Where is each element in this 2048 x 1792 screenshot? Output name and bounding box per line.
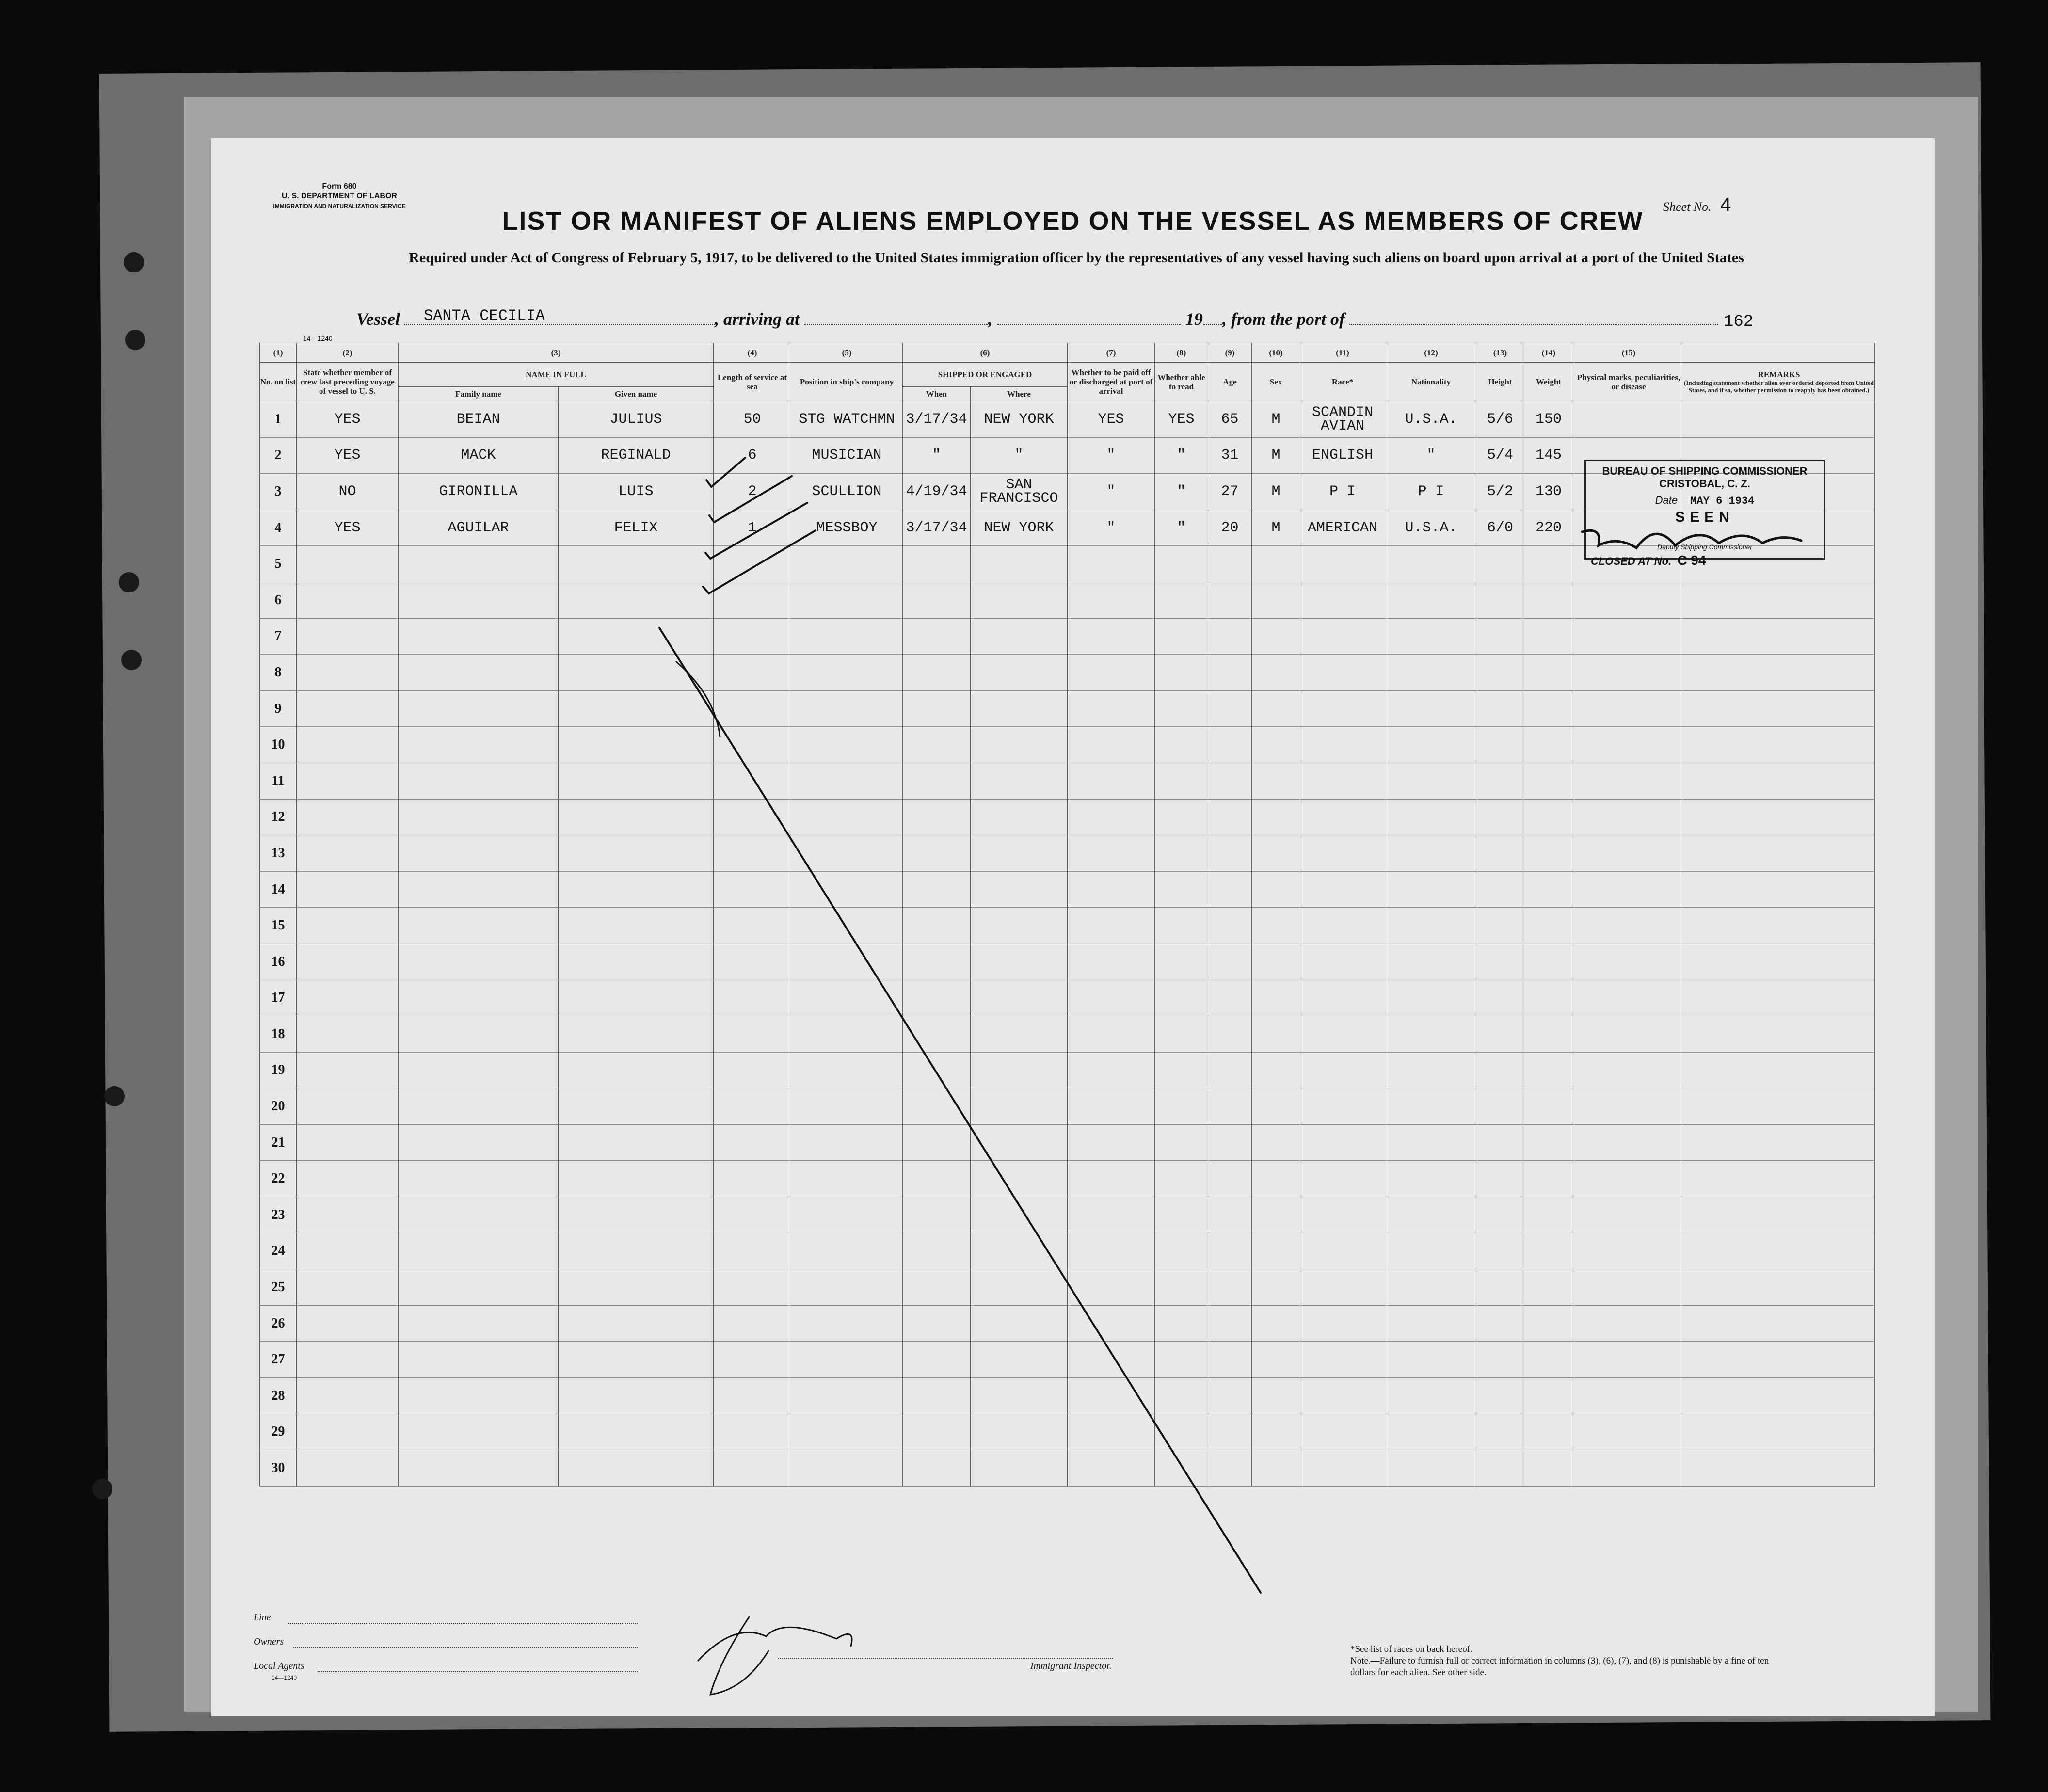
col-num-12: (12) [1385,343,1477,363]
row-number: 5 [260,546,297,582]
header-weight: Weight [1523,363,1574,401]
member-cell: YES [297,437,399,474]
col-num-11: (11) [1300,343,1385,363]
weight-cell: 145 [1523,437,1574,474]
when-cell: 4/19/34 [903,474,971,510]
weight-cell: 150 [1523,401,1574,438]
sheet-number-label: Sheet No. [1663,200,1712,214]
race-cell: P I [1300,474,1385,510]
header-paid-off: Whether to be paid off or discharged at port of arrival [1068,363,1155,401]
stamp-closed-value: C 94 [1677,553,1706,568]
race-cell: ENGLISH [1300,437,1385,474]
port-label: , from the port of [1222,309,1345,329]
paid-off-cell: " [1068,510,1155,546]
department-name: U. S. DEPARTMENT OF LABOR [282,192,397,200]
col-num-10: (10) [1252,343,1300,363]
year-label: 19 [1185,309,1203,329]
footnote-races: *See list of races on back hereof. [1350,1644,1472,1654]
inspector-signature [710,1617,768,1695]
col-num-14: (14) [1523,343,1574,363]
header-height: Height [1477,363,1523,401]
header-name-in-full: NAME IN FULL [399,363,714,387]
row-number: 13 [260,835,297,872]
col-num-6: (6) [903,343,1068,363]
header-length-of-service: Length of service at sea [714,363,791,401]
col-num-3: (3) [399,343,714,363]
height-cell: 5/6 [1477,401,1523,438]
paid-off-cell: " [1068,474,1155,510]
when-cell: 3/17/34 [903,401,971,438]
stamp-bureau: BUREAU OF SHIPPING COMMISSIONER [1602,465,1808,477]
row-number: 14 [260,871,297,908]
inspector-label: Immigrant Inspector. [1030,1661,1112,1671]
where-cell: NEW YORK [971,401,1068,438]
length-cell: 50 [714,401,791,438]
position-cell: SCULLION [791,474,903,510]
col-num-8: (8) [1155,343,1208,363]
sex-cell: M [1252,474,1300,510]
header-age: Age [1208,363,1252,401]
cancellation-loop [676,662,720,737]
height-cell: 5/2 [1477,474,1523,510]
agents-label: Local Agents [254,1661,304,1671]
member-cell: YES [297,510,399,546]
row-number: 21 [260,1124,297,1161]
cancellation-stroke [659,628,1261,1593]
check-mark [705,503,807,559]
row-number: 28 [260,1378,297,1414]
row-number: 9 [260,690,297,727]
row-number: 6 [260,582,297,618]
row-number: 18 [260,1016,297,1053]
commissioner-signature [1582,530,1801,548]
height-cell: 6/0 [1477,510,1523,546]
where-cell: " [971,437,1068,474]
row-number: 2 [260,437,297,474]
header-where: Where [971,387,1068,401]
family-name-cell: BEIAN [399,401,559,438]
weight-cell: 220 [1523,510,1574,546]
row-number: 15 [260,908,297,944]
remarks-note: (Including statement whether alien ever ordered deported from United States, and if so, whether permission to reapply has been obtained.) [1684,379,1874,394]
age-cell: 27 [1208,474,1252,510]
footnote-note: Note.—Failure to furnish full or correct information in columns (3), (6), (7), and (8) is punishable by a fine of ten dollars for each alien. See other side. [1350,1656,1769,1678]
header-position: Position in ship's company [791,363,903,401]
stamp-commissioner: Deputy Shipping Commissioner [1657,543,1753,551]
header-shipped: SHIPPED OR ENGAGED [903,363,1068,387]
binder-hole [119,572,139,592]
stamp-date-value: MAY 6 1934 [1690,495,1755,507]
bottom-form-code: 14—1240 [272,1674,297,1681]
read-cell: " [1155,510,1208,546]
row-number: 23 [260,1197,297,1233]
col-num-4: (4) [714,343,791,363]
race-cell: SCANDIN AVIAN [1300,401,1385,438]
owners-label: Owners [254,1636,284,1647]
nationality-cell: P I [1385,474,1477,510]
age-cell: 31 [1208,437,1252,474]
position-cell: MUSICIAN [791,437,903,474]
page-title: LIST OR MANIFEST OF ALIENS EMPLOYED ON THE VESSEL AS MEMBERS OF CREW [502,207,1644,236]
nationality-cell: " [1385,437,1477,474]
col-num-7: (7) [1068,343,1155,363]
header-given-name: Given name [559,387,714,401]
row-number: 1 [260,401,297,438]
arriving-label: , arriving at [715,309,800,329]
header-member: State whether member of crew last preceding voyage of vessel to U. S. [297,363,399,401]
sex-cell: M [1252,437,1300,474]
row-number: 29 [260,1414,297,1450]
header-sex: Sex [1252,363,1300,401]
vessel-line: Vessel SANTA CECILIA , arriving at , 19 , from the port of [356,309,1718,329]
manifest-sheet [211,138,1935,1716]
line-label: Line [254,1612,271,1623]
handwritten-marks [211,138,1935,1716]
member-cell: YES [297,401,399,438]
height-cell: 5/4 [1477,437,1523,474]
age-cell: 65 [1208,401,1252,438]
family-name-cell: GIRONILLA [399,474,559,510]
read-cell: YES [1155,401,1208,438]
binder-hole [104,1086,125,1106]
row-number: 8 [260,655,297,691]
form-number: Form 680 [322,182,357,191]
col-num-5: (5) [791,343,903,363]
sex-cell: M [1252,401,1300,438]
row-number: 12 [260,799,297,835]
header-race: Race* [1300,363,1385,401]
check-mark [709,476,792,522]
length-cell: 6 [714,437,791,474]
col-num-13: (13) [1477,343,1523,363]
page-subtitle: Required under Act of Congress of February 5, 1917, to be delivered to the United States immigration officer by the representatives of any vessel having such aliens on board upon arrival at a port of the United States [409,250,1744,266]
vessel-label: Vessel [356,309,400,329]
stamp-date-label: Date [1655,494,1678,506]
binder-hole [124,252,144,272]
sheet-number-value: 4 [1720,194,1731,215]
header-physical-marks: Physical marks, peculiarities, or disease [1574,363,1683,401]
row-number: 30 [260,1450,297,1487]
where-cell: SAN FRANCISCO [971,474,1068,510]
row-number: 19 [260,1052,297,1088]
row-number: 22 [260,1161,297,1197]
binder-hole [92,1479,112,1499]
row-number: 11 [260,763,297,799]
read-cell: " [1155,474,1208,510]
family-name-cell: AGUILAR [399,510,559,546]
length-cell: 1 [714,510,791,546]
sex-cell: M [1252,510,1300,546]
header-when: When [903,387,971,401]
manifest-number: 162 [1724,313,1754,331]
when-cell: " [903,437,971,474]
nationality-cell: U.S.A. [1385,401,1477,438]
binder-hole [121,650,142,670]
inspector-signature [698,1627,852,1661]
when-cell: 3/17/34 [903,510,971,546]
row-number: 25 [260,1269,297,1306]
header-family-name: Family name [399,387,559,401]
col-num-1: (1) [260,343,297,363]
form-code: 14—1240 [303,335,333,342]
paid-off-cell: YES [1068,401,1155,438]
header-able-to-read: Whether able to read [1155,363,1208,401]
row-number: 4 [260,510,297,546]
row-number: 24 [260,1233,297,1269]
given-name-cell: FELIX [559,510,714,546]
col-num-9: (9) [1208,343,1252,363]
read-cell: " [1155,437,1208,474]
row-number: 17 [260,980,297,1016]
binder-hole [125,330,145,350]
row-number: 26 [260,1305,297,1342]
length-cell: 2 [714,474,791,510]
check-mark [706,458,745,487]
weight-cell: 130 [1523,474,1574,510]
row-number: 16 [260,944,297,980]
service-name: IMMIGRATION AND NATURALIZATION SERVICE [273,203,406,209]
vessel-name: SANTA CECILIA [424,307,545,325]
member-cell: NO [297,474,399,510]
row-number: 27 [260,1342,297,1378]
given-name-cell: JULIUS [559,401,714,438]
age-cell: 20 [1208,510,1252,546]
given-name-cell: REGINALD [559,437,714,474]
check-mark [703,530,816,593]
col-num-15: (15) [1574,343,1683,363]
row-number: 10 [260,727,297,763]
nationality-cell: U.S.A. [1385,510,1477,546]
stamp-closed-label: CLOSED AT No. [1591,555,1672,567]
given-name-cell: LUIS [559,474,714,510]
where-cell: NEW YORK [971,510,1068,546]
remarks-title: REMARKS [1758,370,1800,379]
stamp-location: CRISTOBAL, C. Z. [1659,478,1750,490]
position-cell: STG WATCHMN [791,401,903,438]
header-nationality: Nationality [1385,363,1477,401]
family-name-cell: MACK [399,437,559,474]
row-number: 20 [260,1088,297,1125]
stamp-seen: SEEN [1675,509,1734,525]
header-no-on-list: No. on list [260,363,297,401]
row-number: 3 [260,474,297,510]
col-num-2: (2) [297,343,399,363]
race-cell: AMERICAN [1300,510,1385,546]
row-number: 7 [260,618,297,655]
paid-off-cell: " [1068,437,1155,474]
position-cell: MESSBOY [791,510,903,546]
